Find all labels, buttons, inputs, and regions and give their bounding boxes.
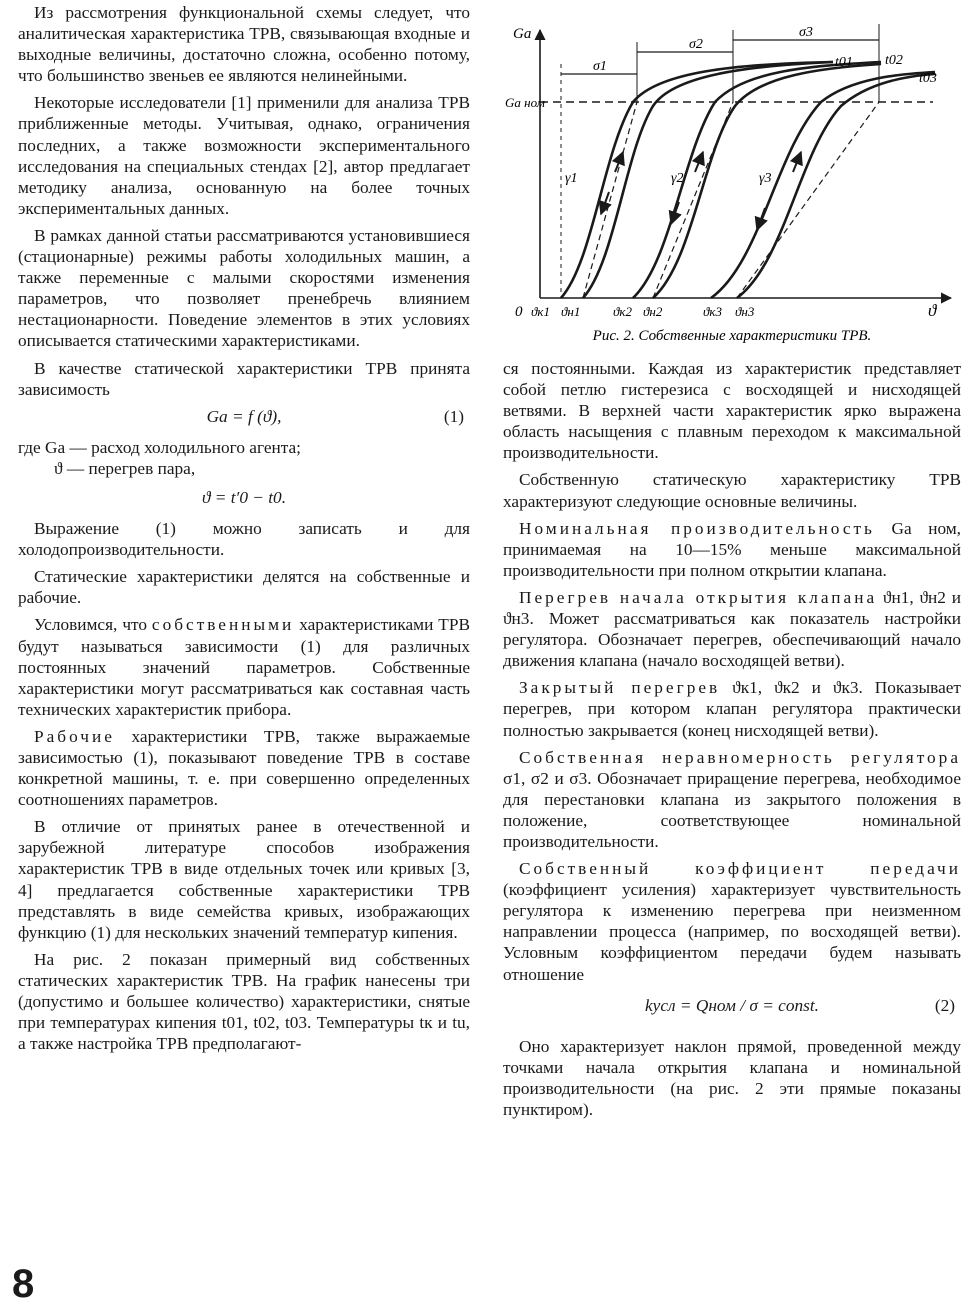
paragraph (503, 518, 961, 581)
spaced-term: Собственная неравномерность регулятора (519, 747, 961, 767)
spaced-term: Перегрев начала открытия клапана (519, 587, 878, 607)
formula-2-number: (2) (934, 995, 955, 1015)
formula-1-body: Gа = f (ϑ), (206, 406, 282, 426)
text-run: характеристиками ТРВ будут называться зависимости (1) для различных постоянных значений параметров. Собственные характеристики могут рассматриваться как составная часть технических характеристик прибора. (18, 615, 470, 719)
arrow-up (793, 152, 801, 172)
text-run: (коэффициент усиления) характеризует чувствительность регулятора к изменению перегрева при неизменном направлении процесса (например, по восходящей ветви). Условным коэффициентом передачи будем называть отношение (503, 880, 961, 984)
left-column (18, 2, 470, 1060)
paragraph (503, 747, 961, 852)
arrow-down (601, 192, 609, 214)
formula-2-body: kусл = Qном / σ = const. (645, 995, 819, 1015)
definitions (18, 437, 470, 479)
spaced-term: Номинальная производительность (519, 518, 875, 538)
paragraph (18, 726, 470, 810)
sigma3-label: σ3 (799, 25, 813, 40)
formula-theta: ϑ = t′0 − t0. (201, 487, 287, 507)
gamma2-line (653, 102, 733, 298)
text-run: σ1, σ2 и σ3. Обозначает приращение перегрева, необходимое для перестановки клапана из закрытого положения в положение, соответствующее номинальной производительности. (503, 768, 961, 851)
x-axis-label: ϑ (928, 301, 937, 320)
spaced-term: Собственный коэффициент передачи (519, 859, 961, 879)
page-number: 8 (12, 1262, 35, 1306)
paragraph: Собственную статическую характеристику ТРВ характеризуют следующие основные величины. (503, 470, 961, 511)
text-run: характеристики ТРВ, также выражаемые зависимостью (1), показывают поведение ТРВ в составе конкретной машины, т. е. при совершенно определенных соотношениях параметров. (18, 726, 470, 810)
text-run: Условимся, что (34, 615, 152, 635)
sigma2-label: σ2 (689, 37, 703, 52)
x-tick-label: ϑк1 (531, 304, 550, 319)
gamma1-line (583, 102, 637, 298)
paragraph: В рамках данной статьи рассматриваются установившиеся (стационарные) режимы работы холодильных машин, а также переменные с малыми скоростями изменения параметров, что позволяет пренебречь влиянием нестационарности. Поведение элементов в этих условиях описывается статическими характеристиками. (18, 225, 470, 351)
paragraph (503, 858, 961, 985)
paragraph: В качестве статической характеристики ТРВ принята зависимость (18, 358, 470, 399)
paragraph (503, 677, 961, 740)
paragraph: В отличие от принятых ранее в отечественной и зарубежной литературе способов изображения характеристик ТРВ в виде отдельных точек или кривых [3, 4] предлагается собственные характеристики ТРВ представлять в виде семейства кривых, изображающих функцию (1) для нескольких значений температур кипения. (18, 817, 470, 942)
curve-t01-up (583, 62, 833, 298)
y-axis-label: Gа (513, 26, 532, 42)
spaced-term: Рабочие (34, 726, 115, 746)
spaced-term: Закрытый перегрев (519, 678, 721, 698)
gamma3-line (737, 102, 879, 298)
x-tick-label: ϑн2 (643, 304, 663, 319)
sigma1-label: σ1 (593, 59, 607, 74)
paragraph (18, 614, 470, 719)
gamma1-label: γ1 (565, 171, 578, 186)
text-run: ϑн1, ϑн2 и ϑн3. Может рассматриваться как показатель настройки регулятора. Обозначает перегрев, обеспечивающий начало движения клапана (начало восходящей ветви). (503, 587, 961, 671)
paragraph: Некоторые исследователи [1] применили для анализа ТРВ приближенные методы. Учитывая, однако, ограничения последних, а также возможности экспериментального исследования на специальных стендах [2], автор предлагает методику анализа, основанную на более точных экспериментальных данных. (18, 93, 470, 218)
curve-t03-down (711, 72, 935, 298)
figure-2 (503, 2, 961, 354)
spaced-term: собственными (151, 615, 295, 635)
paragraph: Статические характеристики делятся на собственные и рабочие. (18, 567, 470, 608)
t03-label: t03 (919, 71, 937, 86)
text-run: Gа ном, принимаемая на 10—15% меньше максимальной производительности при полном открытии клапана. (503, 518, 962, 580)
t01-label: t01 (835, 55, 853, 70)
gamma2-label: γ2 (671, 171, 684, 186)
formula-1-number: (1) (443, 406, 464, 426)
x-tick-label: ϑн1 (561, 304, 581, 319)
definition-theta: ϑ — перегрев пара, (54, 458, 196, 478)
t02-label: t02 (885, 53, 903, 68)
paragraph: Оно характеризует наклон прямой, проведенной между точками начала открытия клапана и номинальной производительности (на рис. 2 эти прямые показаны пунктиром). (503, 1036, 961, 1119)
formula-2 (503, 995, 961, 1016)
g-nom-label: Gа ном (505, 95, 545, 110)
figure-caption: Рис. 2. Собственные характеристики ТРВ. (592, 328, 872, 344)
right-column (503, 2, 961, 1126)
x-tick-label: ϑк3 (703, 304, 722, 319)
paragraph: Из рассмотрения функциональной схемы следует, что аналитическая характеристика ТРВ, связывающая входные и выходные величины, достаточно сложна, особенно потому, что большинство звеньев ее являются нелинейными. (18, 3, 470, 86)
paragraph: Выражение (1) можно записать и для холодопроизводительности. (18, 519, 470, 560)
paragraph (503, 587, 961, 671)
gamma3-label: γ3 (759, 171, 772, 186)
definition-g: где Gа — расход холодильного агента; (18, 437, 301, 457)
x-tick-label: ϑн3 (735, 304, 755, 319)
text-run: ϑк1, ϑк2 и ϑк3. Показывает перегрев, при котором клапан регулятора практически полностью закрывается (конец нисходящей ветви). (503, 678, 961, 740)
x-tick-label: ϑк2 (613, 304, 632, 319)
arrow-up (695, 152, 703, 172)
characteristics-graph (503, 2, 961, 354)
formula-1 (18, 406, 470, 427)
arrow-down (757, 208, 765, 230)
paragraph: На рис. 2 показан примерный вид собственных статических характеристик ТРВ. На график нанесены три (допустимо и большее количество) характеристики, снятые при температурах кипения t01, t02, t03. Температуры tк и tu, а также настройка ТРВ предполагают- (18, 949, 470, 1054)
paragraph: ся постоянными. Каждая из характеристик представляет собой петлю гистерезиса с восходящей и нисходящей ветвями. В верхней части характеристик ярко выражена область насыщения с плавным переходом к максимальной производительности. (503, 359, 961, 463)
origin-label: 0 (515, 304, 523, 320)
curve-t03-up (737, 74, 935, 298)
